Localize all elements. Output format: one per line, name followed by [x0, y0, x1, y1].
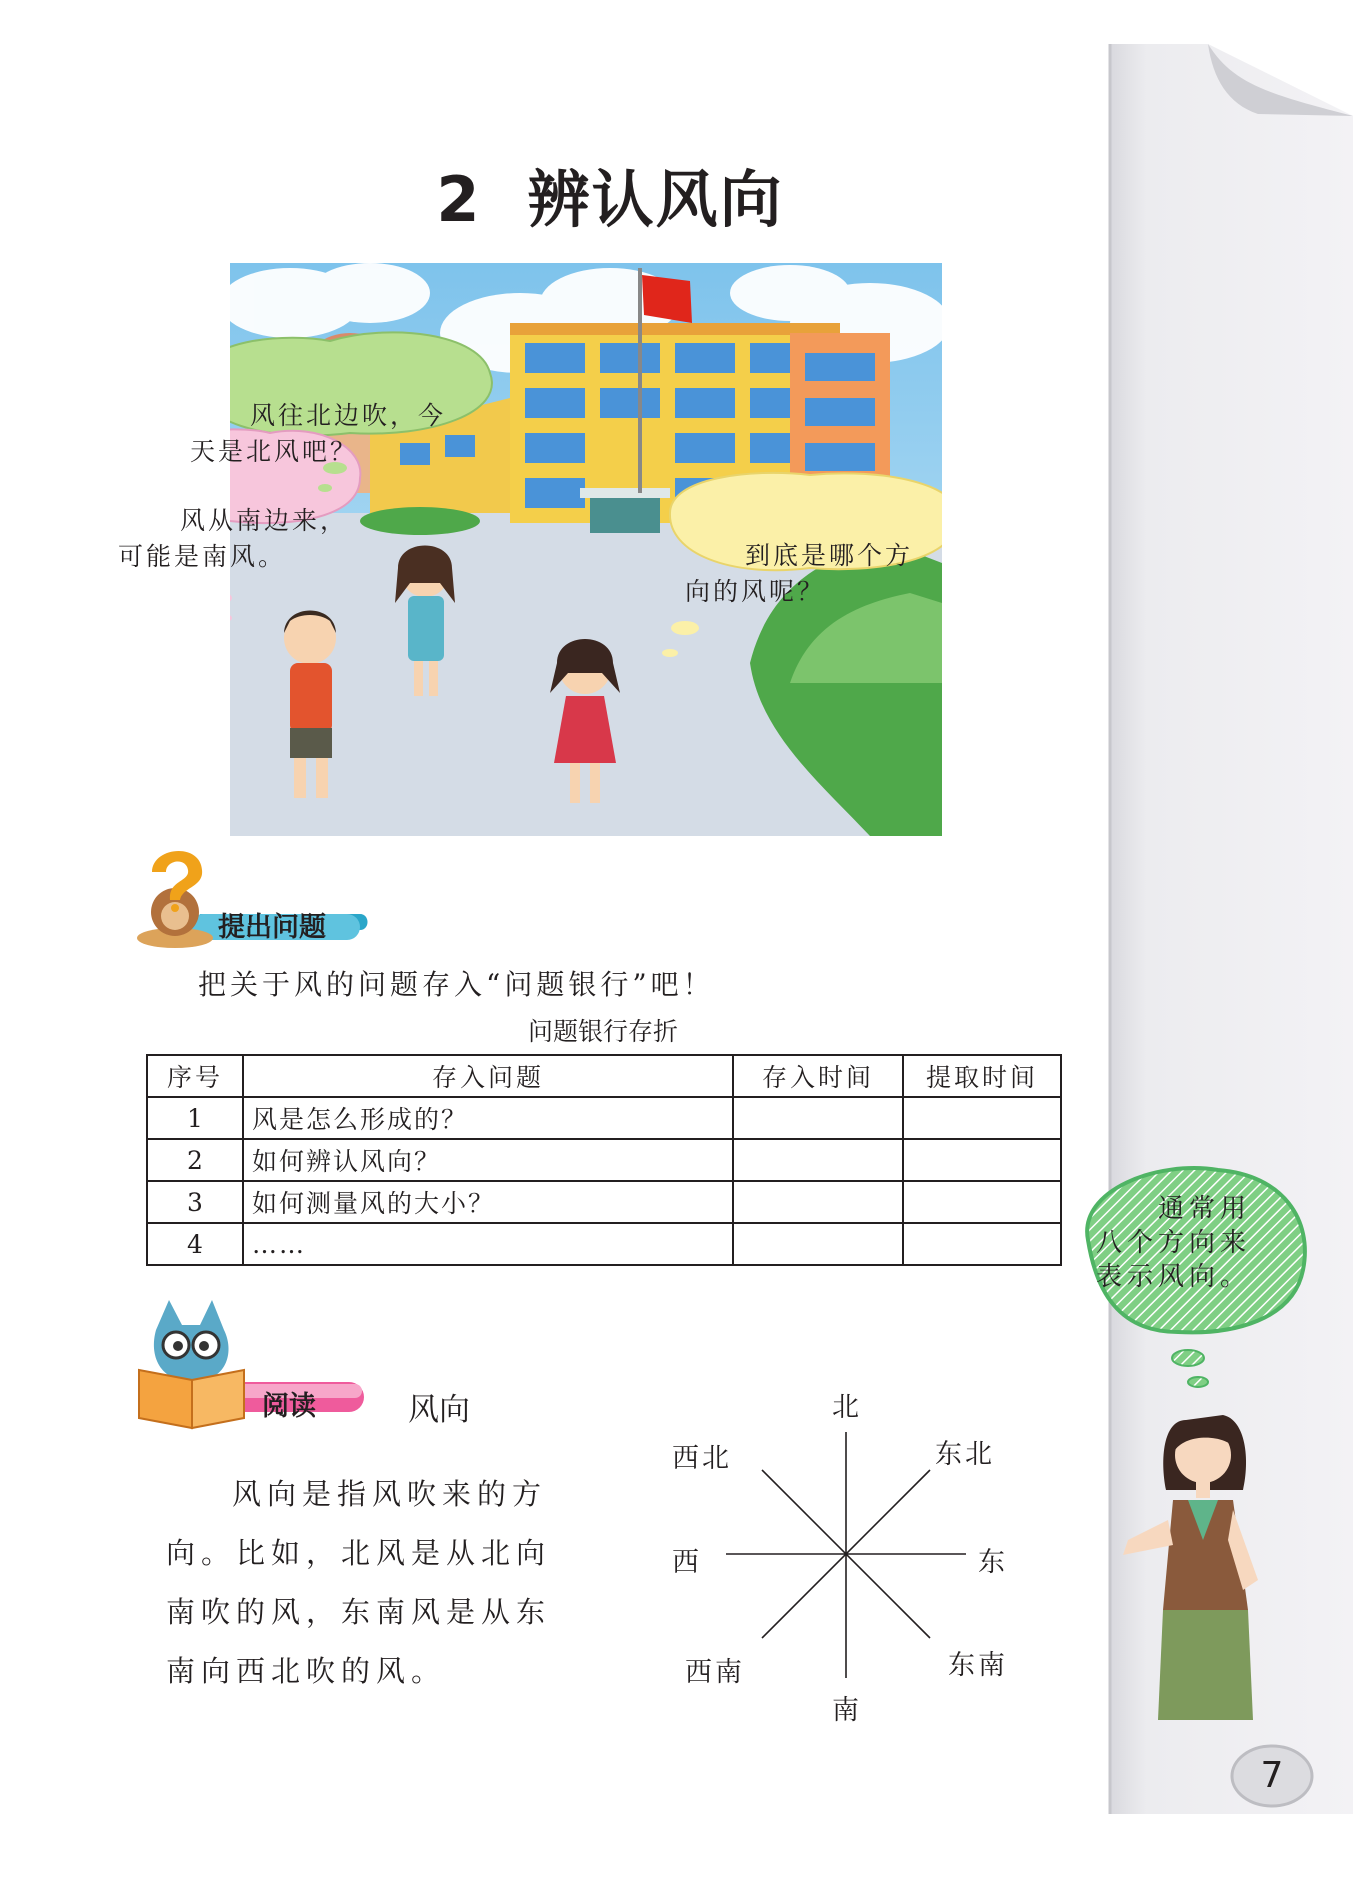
girl2-speech-bubble — [685, 538, 955, 610]
teacher-thought-bubble — [1096, 1192, 1286, 1294]
row-question: …… — [243, 1223, 733, 1265]
girl2-bubble-line-1: 到底是哪个方 — [745, 541, 914, 570]
reading-line-4: 南向西北吹的风。 — [166, 1654, 447, 1688]
row-deposit-time — [733, 1139, 903, 1181]
teacher-bubble-line-2: 八个方向来 — [1096, 1228, 1252, 1258]
table-row — [147, 1223, 1061, 1265]
lesson-title — [0, 150, 1220, 239]
page-number: 7 — [1260, 1755, 1284, 1796]
row-withdraw-time — [903, 1097, 1061, 1139]
row-no: 4 — [147, 1223, 243, 1265]
lesson-number: 2 — [436, 163, 482, 236]
compass-label-southeast: 东南 — [948, 1650, 1008, 1681]
table-row — [147, 1181, 1061, 1223]
boy-bubble-line-2: 天是北风吧？ — [190, 437, 359, 466]
compass-label-northwest: 西北 — [672, 1443, 732, 1474]
row-withdraw-time — [903, 1139, 1061, 1181]
header-question: 存入问题 — [243, 1055, 733, 1097]
lesson-title-text: 辨认风向 — [527, 163, 784, 236]
header-deposit-time: 存入时间 — [733, 1055, 903, 1097]
girl1-bubble-line-2: 可能是南风。 — [118, 542, 287, 571]
compass-label-west: 西 — [672, 1547, 702, 1578]
reading-title: 风向 — [408, 1392, 470, 1428]
girl1-speech-bubble — [118, 503, 358, 575]
row-question: 风是怎么形成的？ — [243, 1097, 733, 1139]
row-no: 1 — [147, 1097, 243, 1139]
row-question: 如何辨认风向？ — [243, 1139, 733, 1181]
boy-speech-bubble — [190, 398, 470, 470]
question-bank-caption: 问题银行存折 — [527, 1017, 678, 1046]
teacher-bubble-line-1: 通常用 — [1158, 1194, 1252, 1224]
teacher-bubble-line-3: 表示风向。 — [1096, 1262, 1252, 1292]
question-bank-table — [146, 1054, 1062, 1266]
reading-owl-icon — [134, 1300, 374, 1430]
header-no: 序号 — [147, 1055, 243, 1097]
girl1-bubble-line-1: 风从南边来， — [180, 506, 349, 535]
reading-line-1: 风向是指风吹来的方 — [232, 1477, 548, 1511]
boy-bubble-line-1: 风往北边吹，今 — [250, 401, 447, 430]
row-withdraw-time — [903, 1223, 1061, 1265]
compass-label-southwest: 西南 — [685, 1657, 745, 1688]
row-question: 如何测量风的大小？ — [243, 1181, 733, 1223]
table-row — [147, 1097, 1061, 1139]
header-withdraw-time: 提取时间 — [903, 1055, 1061, 1097]
row-deposit-time — [733, 1223, 903, 1265]
compass-label-north: 北 — [832, 1392, 862, 1423]
compass-label-south: 南 — [832, 1695, 862, 1726]
compass-label-northeast: 东北 — [935, 1439, 995, 1470]
table-row — [147, 1139, 1061, 1181]
girl2-bubble-line-2: 向的风呢？ — [685, 577, 826, 606]
row-no: 3 — [147, 1181, 243, 1223]
row-deposit-time — [733, 1097, 903, 1139]
table-header-row — [147, 1055, 1061, 1097]
compass-label-east: 东 — [978, 1547, 1008, 1578]
reading-line-3: 南吹的风，东南风是从东 — [166, 1595, 552, 1629]
reading-paragraph — [166, 1465, 576, 1701]
section-label-reading: 阅读 — [262, 1391, 316, 1422]
row-deposit-time — [733, 1181, 903, 1223]
reading-line-2: 向。比如，北风是从北向 — [166, 1536, 552, 1570]
row-withdraw-time — [903, 1181, 1061, 1223]
section-label-ask-question: 提出问题 — [218, 912, 326, 943]
row-no: 2 — [147, 1139, 243, 1181]
question-bank-intro: 把关于风的问题存入“问题银行”吧！ — [198, 968, 715, 1001]
